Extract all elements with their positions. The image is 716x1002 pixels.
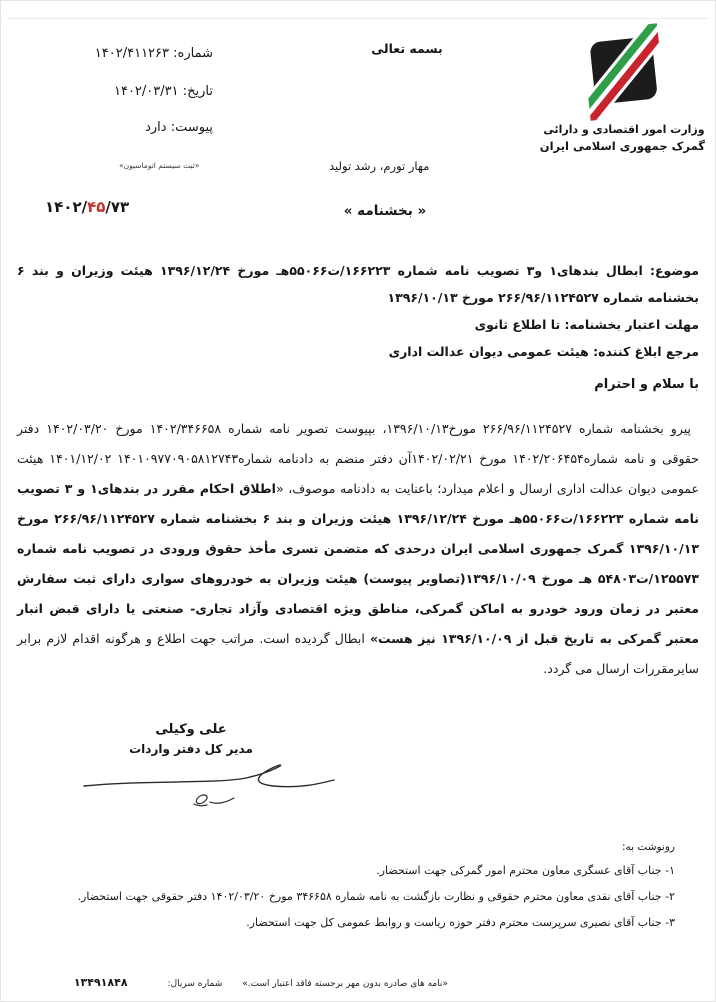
- cc-item: ۲- جناب آقای نقدی معاون محترم حقوقی و نظارت بازگشت به نامه شماره ۳۴۶۶۵۸ مورخ ۱۴۰۲/۰۳/۲۰ دفتر حقوقی جهت استحضار.: [77, 890, 675, 903]
- scan-edge: [7, 18, 709, 19]
- year-slogan: مهار تورم، رشد تولید: [329, 159, 430, 173]
- handwritten-signature: [81, 759, 339, 811]
- letter-date-row: [31, 83, 213, 101]
- letter-attachment-value: دارد: [145, 120, 167, 135]
- letterhead: [539, 27, 705, 155]
- bulletin-number-serial: /۷۳: [105, 198, 130, 216]
- issuing-authority-line: مرجع ابلاغ کننده: هیئت عمومی دیوان عدالت اداری: [388, 344, 699, 359]
- body-paragraph: [17, 414, 699, 684]
- letter-attachment-row: [31, 119, 213, 137]
- body-segment: اطلاق احکام مقرر در بندهای۱ و ۳ تصویب نامه شماره ۱۶۶۲۲۳/ت۵۵۰۶۶هـ مورخ ۱۳۹۶/۱۲/۲۴ هیئت وزیران و بند ۶ بخشنامه شماره ۲۶۶/۹۶/۱۱۲۴۵۲۷ مورخ ۱۳۹۶/۱۰/۱۳ گمرک جمهوری اسلامی ایران درحدی که متضمن تسری مأخذ حقوق ورودی در تصویب نامه شماره ۱۲۵۵۷۳/ت۵۴۸۰۳ هـ مورخ ۱۳۹۶/۱۰/۰۹(تصاویر پیوست) هیئت وزیران به خودروهای سواری دارای ثبت سفارش معتبر در زمان ورود خودرو به اماکن گمرکی، مناطق ویژه اقتصادی وآزاد تجاری- صنعتی یا دارای قبض انبار معتبر گمرکی به تاریخ قبل از ۱۳۹۶/۱۰/۰۹ نیز هست»: [17, 480, 699, 646]
- automation-registration-note: «ثبت سیستم اتوماسیون»: [119, 161, 200, 170]
- letter-attachment-label: پیوست:: [170, 120, 213, 135]
- organization-name: گمرک جمهوری اسلامی ایران: [539, 139, 705, 153]
- bulletin-number-middle: ۴۵: [87, 198, 106, 216]
- document-type-title: « بخشنامه »: [343, 203, 427, 219]
- embossed-seal-notice: «نامه های صادره بدون مهر برجسته فاقد اعتبار است.»: [242, 979, 448, 989]
- cc-heading: رونوشت به:: [621, 841, 675, 853]
- bulletin-number-year: ۱۴۰۲/: [45, 198, 88, 216]
- body-segments: [17, 421, 699, 676]
- cc-list: [57, 863, 675, 930]
- validity-line: مهلت اعتبار بخشنامه: تا اطلاع ثانوی: [474, 317, 699, 332]
- letter-number-row: [31, 45, 213, 63]
- subject-block: [17, 257, 699, 365]
- salutation: با سلام و احترام: [594, 377, 699, 392]
- body-segment: پیرو بخشنامه شماره ۲۶۶/۹۶/۱۱۲۴۵۲۷ مورخ۱۳۹۶/۱۰/۱۳، بپیوست تصویر نامه شماره ۱۴۰۲/۳۴۶۶۵۸ مورخ ۱۴۰۲/۰۳/۲۰ دفتر حقوقی و نامه شماره۱۴۰۲/۲۰۶۴۵۴ مورخ ۱۴۰۲/۰۲/۲۱آن دفتر منضم به دادنامه شماره۱۴۰۱۰۹۷۷۰۹۰۵۸۱۲۷۴۳ ۱۴۰۱/۱۲/۰۲ هیئت عمومی دیوان عدالت اداری ارسال و اعلام میدارد؛ باعنایت به دادنامه موصوف، «: [17, 420, 699, 496]
- body-segment: ابطال گردیده است. مراتب جهت اطلاع و هرگونه اقدام لازم برابر سایرمقررات ارسال می گردد.: [17, 630, 699, 676]
- signer-title: مدیر کل دفتر واردات: [129, 742, 253, 756]
- serial-number-label: شماره سریال:: [167, 979, 223, 989]
- signer-name: علی وکیلی: [155, 722, 227, 737]
- customs-logo-icon: [581, 23, 666, 124]
- letter-number-value: ۱۴۰۲/۴۱۱۲۶۳: [94, 46, 170, 61]
- letter-number-label: شماره:: [173, 46, 213, 61]
- bismillah: بسمه تعالی: [371, 41, 443, 56]
- serial-number-value: ۱۳۴۹۱۸۴۸: [73, 976, 128, 989]
- letter-date-value: ۱۴۰۲/۰۳/۳۱: [113, 84, 179, 99]
- letter-meta-block: [31, 45, 213, 157]
- bulletin-number: [45, 198, 129, 216]
- cc-block: [57, 841, 675, 941]
- cc-item: ۱- جناب آقای عسگری معاون محترم امور گمرکی جهت استحضار.: [376, 864, 675, 877]
- footer: [53, 976, 448, 989]
- cc-item: ۳- جناب آقای نصیری سرپرست محترم دفتر حوزه ریاست و روابط عمومی کل جهت استحضار.: [246, 916, 675, 929]
- letter-date-label: تاریخ:: [182, 84, 213, 99]
- subject-line: موضوع: ابطال بندهای۱ و۳ تصویب نامه شماره ۱۶۶۲۲۳/ت۵۵۰۶۶هـ مورخ ۱۳۹۶/۱۲/۲۴ هیئت وزیران و بند ۶ بخشنامه شماره ۲۶۶/۹۶/۱۱۲۴۵۲۷ مورخ ۱۳۹۶/۱۰/۱۳: [17, 263, 699, 305]
- ministry-name: وزارت امور اقتصادی و دارائی: [543, 123, 705, 136]
